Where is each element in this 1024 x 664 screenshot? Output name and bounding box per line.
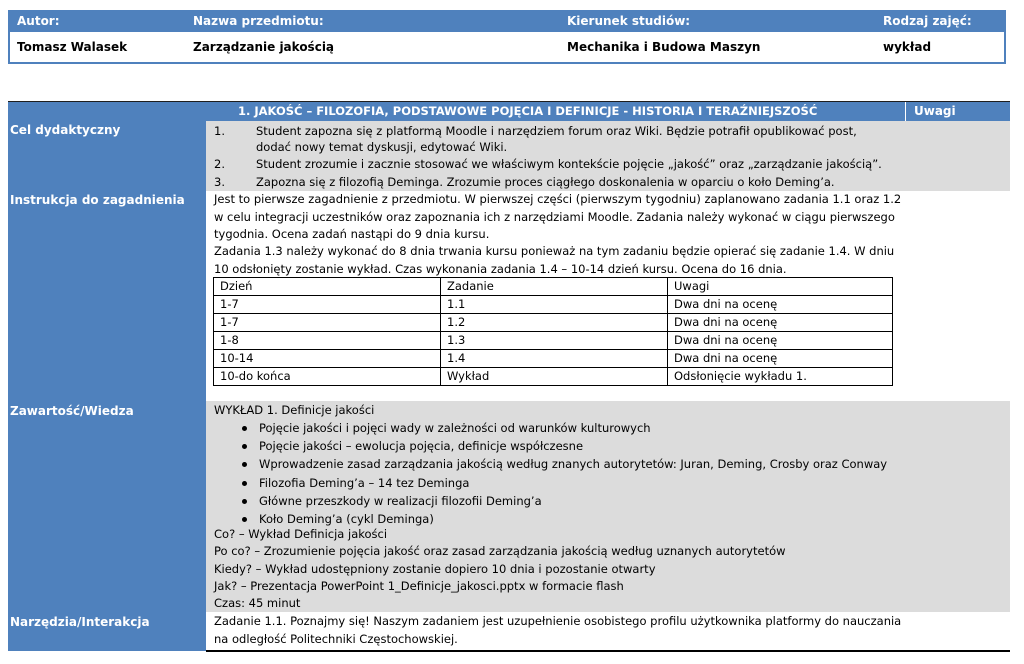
table-cell: 1-7	[214, 314, 441, 332]
list-item	[240, 419, 887, 437]
lecture-topics-list	[240, 419, 887, 528]
instruction-line: Zadania 1.3 należy wykonać do 8 dnia trwania kursu ponieważ na tym zadaniu będzie opierać się zadanie 1.4. W dniu	[214, 244, 895, 258]
field-label: Kierunek studiów:	[567, 14, 691, 28]
bullet-icon	[242, 444, 247, 449]
table-row	[214, 332, 893, 350]
table-cell: Wykład	[441, 368, 668, 386]
cel-item-text: Student zapozna się z platformą Moodle i narzędziem forum oraz Wiki. Będzie potrafił opublikować post,	[256, 124, 857, 138]
lecture-info-line: Po co? – Zrozumienie pojęcia jakość oraz zasad zarządzania jakością według uznanych autorytetów	[214, 544, 786, 558]
instruction-line: Jest to pierwsze zagadnienie z przedmiotu. W pierwszej części (pierwszym tygodniu) zaplanowano zadania 1.1 oraz 1.2	[214, 192, 902, 206]
cel-item-number: 3.	[214, 175, 225, 189]
lecture-info-line: Kiedy? – Wykład udostępniony zostanie dopiero 10 dnia i pozostanie otwarty	[214, 562, 656, 576]
list-item-text: Pojęcie jakości – ewolucja pojęcia, definicje współczesne	[259, 439, 584, 454]
schedule-header-cell: Uwagi	[668, 278, 893, 296]
section-title: 1. JAKOŚĆ – FILOZOFIA, PODSTAWOWE POJĘCIA I DEFINICJE - HISTORIA I TERAŹNIEJSZOŚĆ	[238, 104, 818, 118]
cel-item-text: Zapozna się z filozofią Deminga. Zrozumie proces ciągłego doskonalenia w oparciu o koło Deming’a.	[256, 175, 835, 189]
author-label: Autor:	[17, 14, 60, 28]
row-label-zawartosc: Zawartość/Wiedza	[10, 404, 134, 418]
table-cell: 1.3	[441, 332, 668, 350]
table-cell: 10-do końca	[214, 368, 441, 386]
lecture-info-line: Czas: 45 minut	[214, 596, 301, 610]
table-cell: 1-8	[214, 332, 441, 350]
row-label-instrukcja: Instrukcja do zagadnienia	[10, 193, 185, 207]
bullet-icon	[242, 481, 247, 486]
cel-item-number: 2.	[214, 157, 225, 171]
table-cell: 1-7	[214, 296, 441, 314]
table-cell: Dwa dni na ocenę	[668, 332, 893, 350]
lecture-info-line: Co? – Wykład Definicja jakości	[214, 527, 388, 541]
table-cell: Dwa dni na ocenę	[668, 314, 893, 332]
list-item-text: Koło Deming’a (cykl Deminga)	[259, 511, 434, 526]
bullet-icon	[242, 426, 247, 431]
tools-line: Zadanie 1.1. Poznajmy się! Naszym zadaniem jest uzupełnienie osobistego profilu użytkownika platformy do nauczania	[214, 614, 902, 628]
cel-item	[206, 156, 906, 172]
list-item	[240, 437, 887, 455]
schedule-header-cell: Dzień	[214, 278, 441, 296]
subject-value: Zarządzanie jakością	[193, 40, 335, 54]
bullet-icon	[242, 499, 247, 504]
bullet-icon	[242, 462, 247, 467]
lecture-info-line: Jak? – Prezentacja PowerPoint 1_Definicje_jakosci.pptx w formacie flash	[214, 579, 624, 593]
schedule-table	[213, 277, 893, 386]
section-header	[8, 101, 1010, 121]
field-value: Mechanika i Budowa Maszyn	[567, 40, 761, 54]
list-item-text: Filozofia Deming’a – 14 tez Deminga	[259, 475, 470, 490]
list-item-text: Wprowadzenie zasad zarządzania jakością według znanych autorytetów: Juran, Deming, Crosby oraz Conway	[259, 457, 888, 472]
row-label-narzedzia: Narzędzia/Interakcja	[10, 615, 150, 629]
instruction-line: 10 odsłonięty zostanie wykład. Czas wykonania zadania 1.4 – 10-14 dzień kursu. Ocena do 16 dnia.	[214, 262, 787, 276]
schedule-header-cell: Zadanie	[441, 278, 668, 296]
bullet-icon	[242, 517, 247, 522]
row-label-cel: Cel dydaktyczny	[10, 123, 121, 137]
cel-item	[206, 123, 906, 155]
table-cell: 10-14	[214, 350, 441, 368]
table-cell: Dwa dni na ocenę	[668, 296, 893, 314]
table-cell: 1.1	[441, 296, 668, 314]
table-row	[214, 296, 893, 314]
cel-list	[206, 121, 906, 191]
table-cell: 1.2	[441, 314, 668, 332]
table-row	[214, 350, 893, 368]
lecture-title: WYKŁAD 1. Definicje jakości	[214, 403, 375, 417]
table-row	[214, 314, 893, 332]
instruction-line: w celu integracji uczestników oraz zapoznania ich z narzędziami Moodle. Zadania należy wykonać w ciągu pierwszego	[214, 210, 895, 224]
schedule-header-row	[214, 278, 893, 296]
instruction-line: tygodnia. Ocena zadań nastąpi do 9 dnia kursu.	[214, 227, 490, 241]
list-item	[240, 492, 887, 510]
cel-item-number: 1.	[214, 124, 225, 138]
list-item-text: Pojęcie jakości i pojęci wady w zależności od warunków kulturowych	[259, 421, 651, 435]
list-item-text: Główne przeszkody w realizacji filozofii Deming’a	[259, 493, 542, 508]
cel-item-text: dodać nowy temat dyskusji, edytować Wiki.	[256, 140, 508, 154]
table-bottom-border	[206, 650, 1010, 652]
tools-line: na odległość Politechniki Częstochowskiej.	[214, 632, 458, 646]
subject-label: Nazwa przedmiotu:	[193, 14, 324, 28]
list-item	[240, 474, 887, 492]
class-type-label: Rodzaj zajęć:	[883, 14, 972, 28]
cel-item	[206, 174, 906, 190]
course-header-bar	[10, 12, 1004, 32]
class-type-value: wykład	[883, 40, 932, 54]
table-row	[214, 368, 893, 386]
author-value: Tomasz Walasek	[17, 40, 128, 54]
cel-item-text: Student zrozumie i zacznie stosować we właściwym kontekście pojęcie „jakość” oraz „zarządzanie jakością”.	[256, 157, 882, 171]
list-item	[240, 455, 887, 473]
notes-column-header: Uwagi	[905, 102, 1010, 121]
course-header	[8, 10, 1006, 64]
table-cell: Odsłonięcie wykładu 1.	[668, 368, 893, 386]
table-cell: 1.4	[441, 350, 668, 368]
table-cell: Dwa dni na ocenę	[668, 350, 893, 368]
